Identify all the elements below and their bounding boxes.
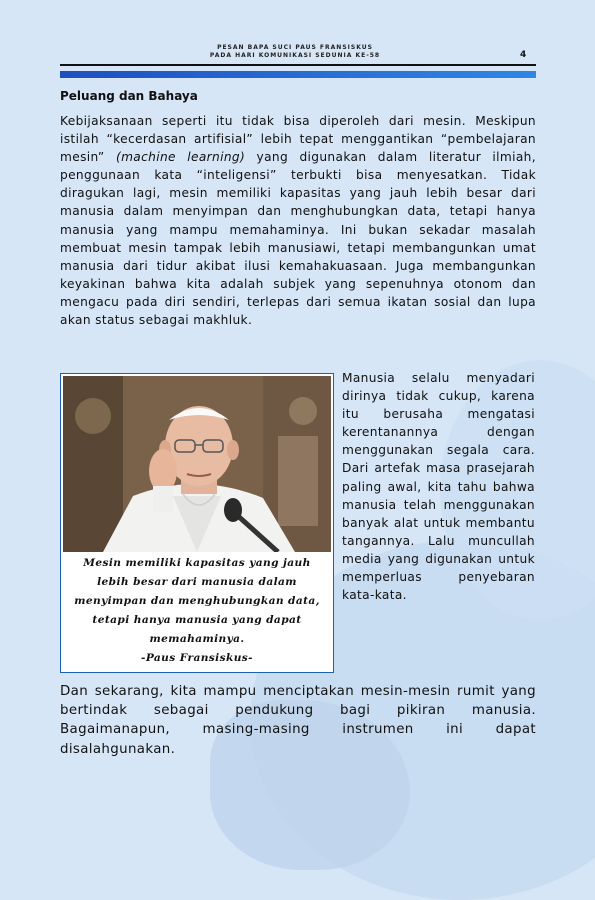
pope-photo: [63, 376, 331, 552]
main-paragraph: [60, 112, 536, 329]
pope-illustration: [63, 376, 331, 552]
section-title: Peluang dan Bahaya: [60, 89, 198, 103]
header-title-line1: PESAN BAPA SUCI PAUS FRANSISKUS: [217, 44, 373, 51]
side-paragraph: Manusia selalu menyadari dirinya tidak cukup, karena itu berusaha mengatasi kerentanannya dengan menggunakan segala cara. Dari artefak masa prasejarah paling awal, kita tahu bahwa manusia telah menggunakan banyak alat untuk membantu tangannya. Lalu muncullah media yang digunakan untuk memperluas penyebaran kata-kata.: [342, 371, 535, 603]
quote-text: Mesin memiliki kapasitas yang jauh lebih besar dari manusia dalam menyimpan dan menghubungkan data, tetapi hanya manusia yang dapat memahaminya.: [74, 557, 320, 645]
main-paragraph-text: Kebijaksanaan seperti itu tidak bisa diperoleh dari mesin. Meskipun istilah “kecerdasan artifisial” lebih tepat menggantikan “pembelajaran mesin”: [60, 114, 536, 165]
page-number: 4: [520, 50, 527, 60]
header-divider: [60, 64, 536, 66]
quote-caption: [69, 554, 325, 668]
main-paragraph-italic: (machine learning): [115, 150, 246, 165]
bottom-paragraph: Dan sekarang, kita mampu menciptakan mesin-mesin rumit yang bertindak sebagai pendukung bagi pikiran manusia. Bagaimanapun, masing-masing instrumen ini dapat disalahgunakan.: [60, 684, 536, 757]
header-accent-bar: [60, 71, 536, 78]
quote-figure: [60, 373, 334, 673]
header-title-line2: PADA HARI KOMUNIKASI SEDUNIA KE-58: [209, 52, 381, 59]
main-paragraph-text: yang digunakan dalam literatur ilmiah, penggunaan kata “inteligensi” terbukti bisa menyesatkan. Tidak diragukan lagi, mesin memiliki kapasitas yang jauh lebih besar dari manusia dalam menyimpan dan menghubungkan data, tetapi hanya manusia yang mampu memahaminya. Ini bukan sekadar masalah membuat mesin tampak lebih manusiawi, tetapi membangunkan umat manusia dari tidur akibat ilusi kemahakuasaan. Juga membangunkan keyakinan bahwa kita adalah subjek yang sepenuhnya otonom dan mengacu pada diri sendiri, terlepas dari semua ikatan sosial dan lupa akan status sebagai makhluk.: [60, 150, 536, 328]
quote-attribution: -Paus Fransiskus-: [141, 652, 253, 664]
